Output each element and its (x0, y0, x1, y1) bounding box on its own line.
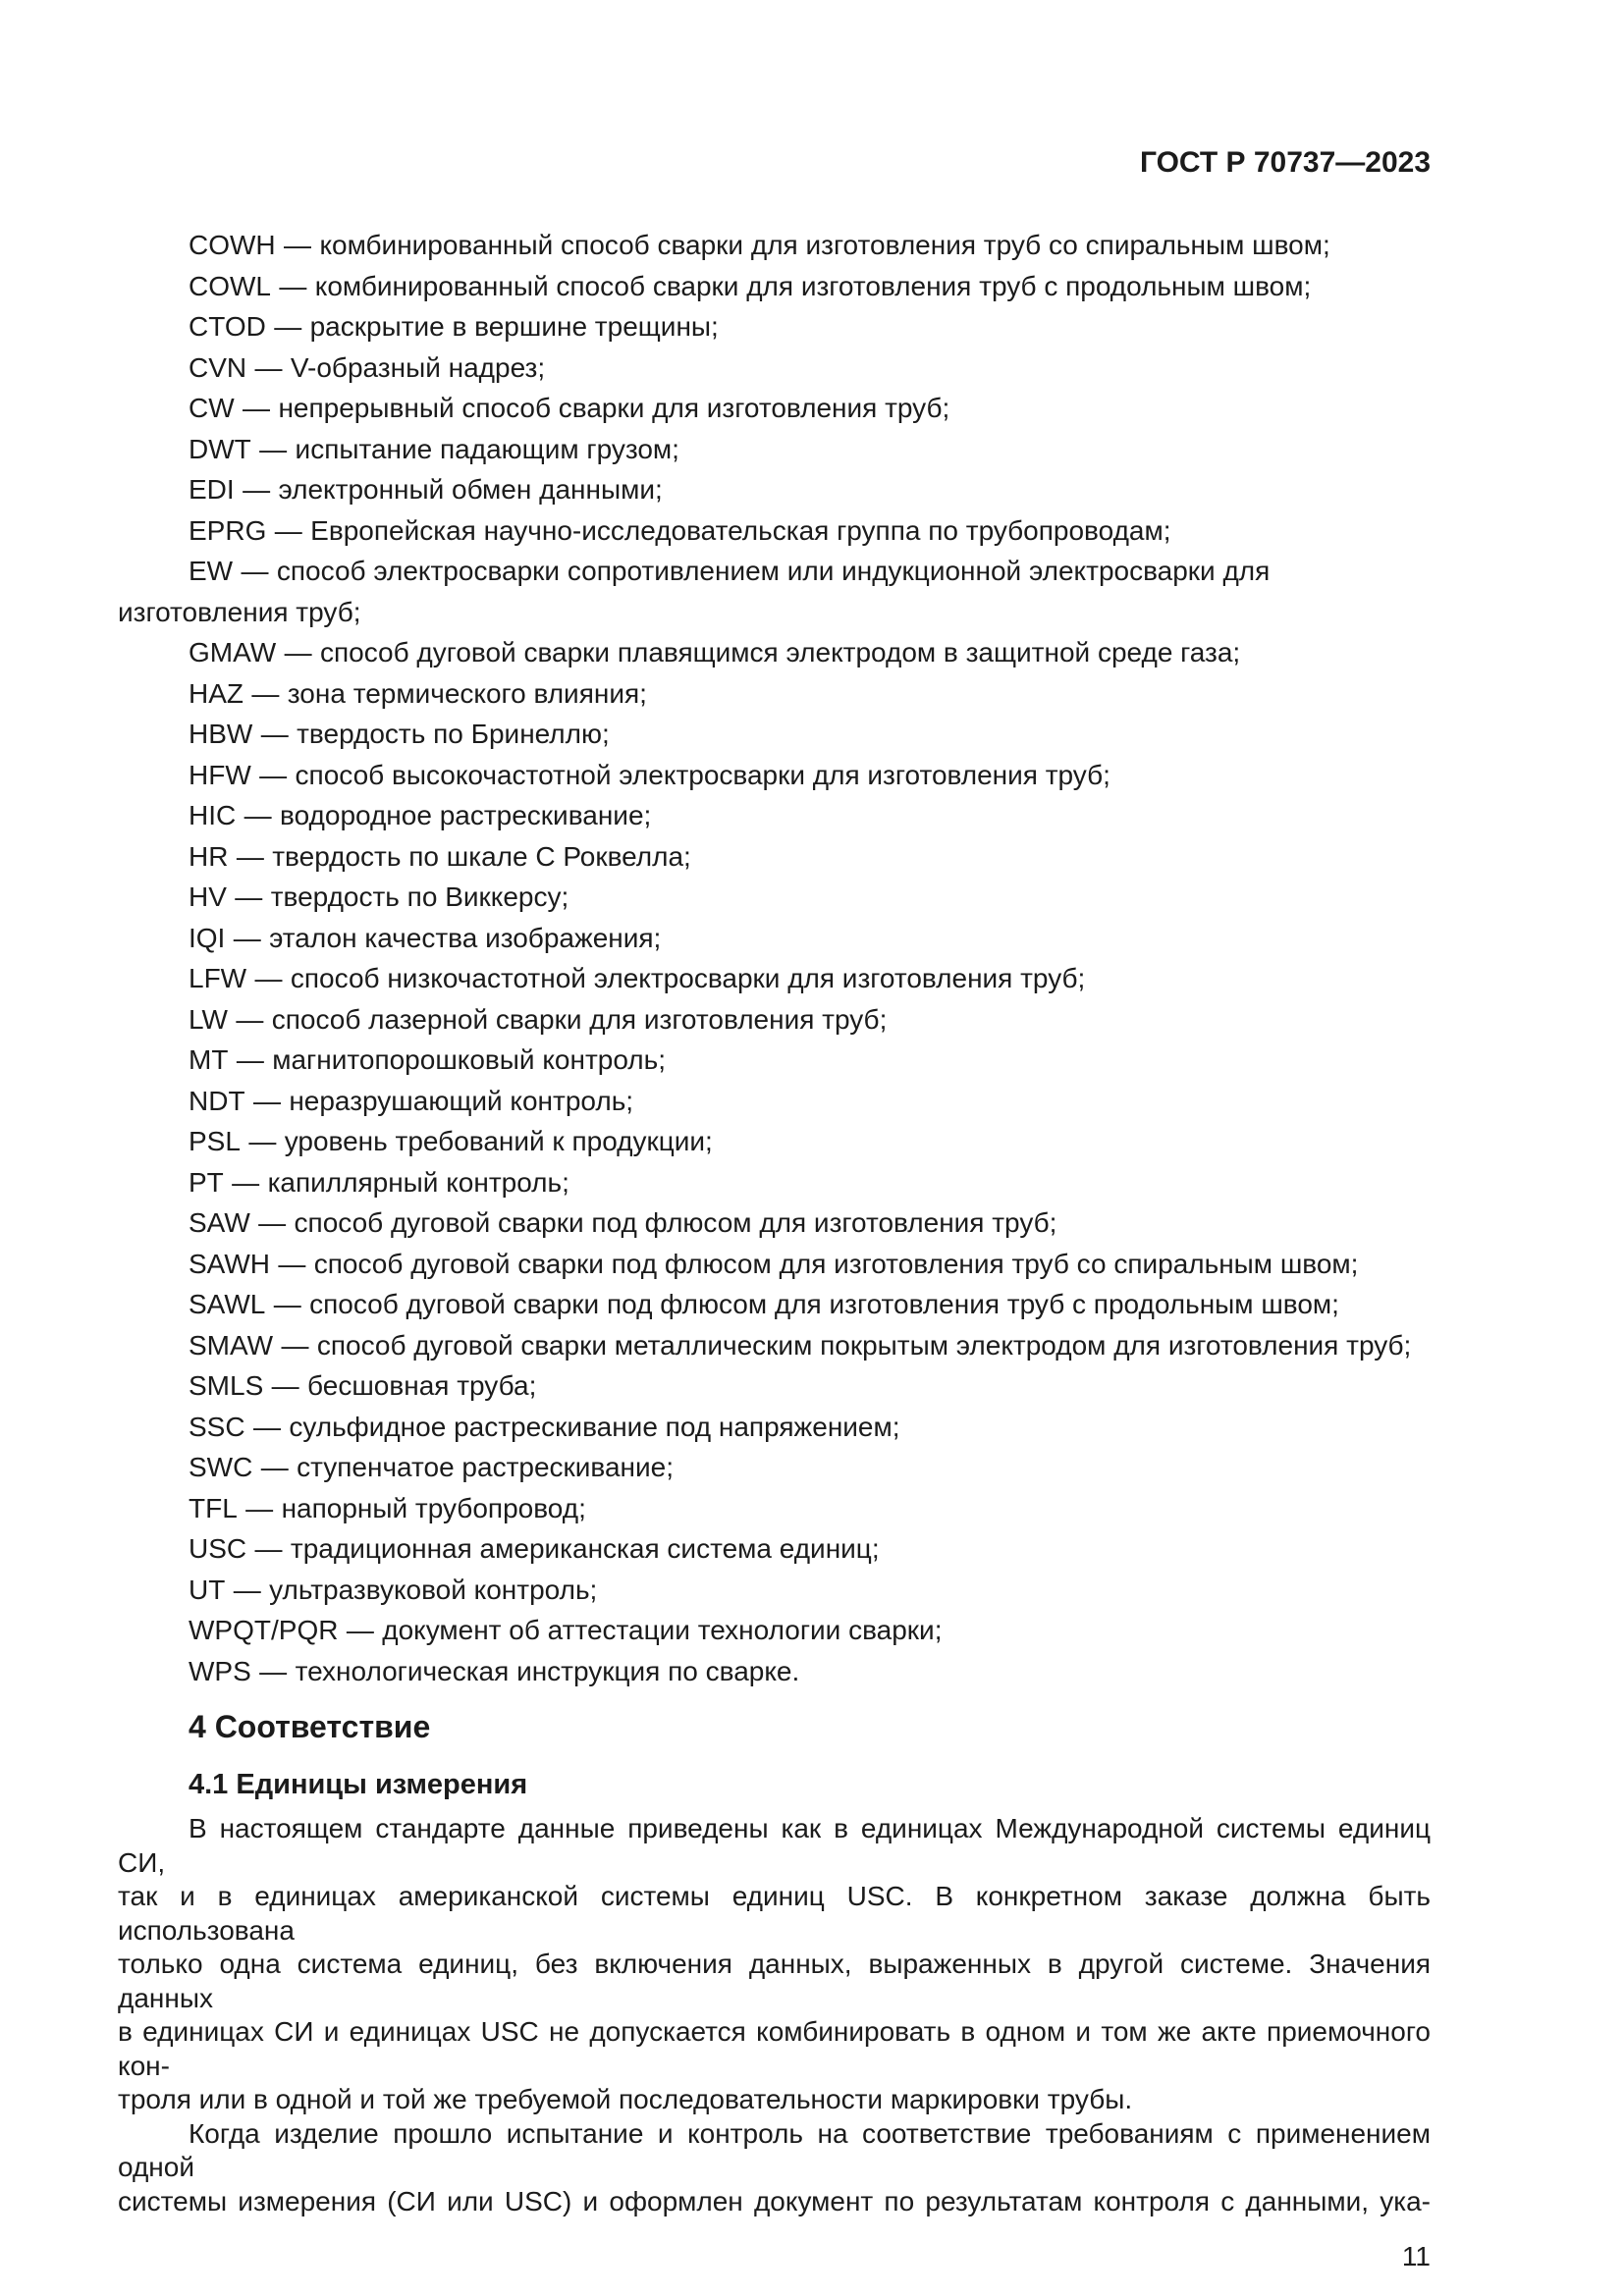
abbreviation-term: LW (189, 1003, 228, 1035)
em-dash-separator: — (248, 1126, 277, 1156)
abbreviation-term: SWC (189, 1452, 253, 1482)
abbreviation-definition: капиллярный контроль; (267, 1166, 569, 1198)
abbreviation-item (118, 225, 1431, 266)
abbreviation-term: USC (189, 1533, 247, 1564)
em-dash-separator: — (271, 1370, 299, 1401)
abbreviation-term: HV (189, 881, 227, 912)
abbreviation-item (118, 1244, 1431, 1285)
em-dash-separator: — (241, 556, 269, 586)
abbreviation-item (118, 266, 1431, 307)
abbreviation-item (118, 388, 1431, 429)
abbreviation-term: UT (189, 1574, 226, 1605)
em-dash-separator: — (252, 1411, 281, 1442)
abbreviation-definition: комбинированный способ сварки для изготовления труб со спиральным швом; (319, 230, 1330, 260)
abbreviation-term: SSC (189, 1411, 245, 1442)
em-dash-separator: — (236, 840, 264, 872)
abbreviation-definition: электронный обмен данными; (278, 474, 663, 505)
em-dash-separator: — (233, 922, 261, 953)
abbreviation-term: SMAW (189, 1329, 274, 1361)
abbreviation-term: SMLS (189, 1370, 264, 1401)
abbreviation-item (118, 1040, 1431, 1081)
abbreviation-term: HIC (189, 800, 237, 830)
abbreviation-item (118, 714, 1431, 755)
abbreviation-term: GMAW (189, 637, 277, 667)
em-dash-separator: — (273, 1289, 301, 1319)
abbreviation-definition: эталон качества изображения; (269, 922, 662, 953)
abbreviation-definition: способ электросварки сопротивлением или индукционной электросварки для изготовления труб; (118, 556, 1271, 627)
paragraph-line: троля или в одной и той же требуемой последовательности маркировки трубы. (118, 2084, 1133, 2114)
abbreviation-item (118, 510, 1431, 552)
em-dash-separator: — (259, 759, 288, 790)
abbreviation-term: EW (189, 556, 234, 586)
abbreviation-definition: твердость по Виккерсу; (270, 881, 569, 912)
abbreviation-term: WPQT/PQR (189, 1615, 339, 1645)
abbreviation-definition: неразрушающий контроль; (289, 1085, 634, 1116)
standard-code-header: ГОСТ Р 70737—2023 (1139, 146, 1431, 179)
abbreviation-item (118, 1325, 1431, 1366)
abbreviation-definition: ступенчатое растрескивание; (297, 1452, 675, 1482)
abbreviation-definition: способ низкочастотной электросварки для изготовления труб; (290, 963, 1086, 993)
paragraph-line: только одна система единиц, без включения данных, выраженных в другой системе. Значения данных (118, 1949, 1431, 2013)
abbreviation-term: HBW (189, 719, 253, 749)
abbreviation-definition: сульфидное растрескивание под напряжением; (289, 1411, 900, 1442)
em-dash-separator: — (236, 1044, 264, 1075)
em-dash-separator: — (278, 1248, 306, 1279)
paragraph-line: системы измерения (СИ или USC) и оформлен документ по результатам контроля с данными, ука- (118, 2185, 1431, 2216)
abbreviation-term: WPS (189, 1655, 251, 1686)
em-dash-separator: — (274, 514, 302, 546)
abbreviation-definition: раскрытие в вершине трещины; (309, 311, 719, 342)
abbreviation-definition: ультразвуковой контроль; (269, 1574, 598, 1605)
abbreviation-item (118, 1651, 1431, 1692)
abbreviation-term: SAWH (189, 1248, 270, 1279)
em-dash-separator: — (260, 719, 289, 749)
abbreviation-item (118, 429, 1431, 470)
abbreviation-term: NDT (189, 1085, 245, 1116)
abbreviation-item (118, 999, 1431, 1041)
abbreviation-term: TFL (189, 1492, 238, 1523)
abbreviation-definition: твердость по шкале С Роквелла; (272, 840, 691, 872)
abbreviation-item (118, 1162, 1431, 1203)
abbreviation-item (118, 1407, 1431, 1448)
em-dash-separator: — (281, 1329, 309, 1361)
abbreviation-term: PT (189, 1166, 224, 1198)
abbreviation-term: LFW (189, 963, 247, 993)
abbreviation-item (118, 1284, 1431, 1325)
abbreviation-term: HFW (189, 759, 251, 790)
abbreviation-term: SAW (189, 1207, 250, 1238)
abbreviation-definition: документ об аттестации технологии сварки; (382, 1615, 943, 1645)
abbreviation-definition: Европейская научно-исследовательская группа по трубопроводам; (310, 514, 1171, 546)
em-dash-separator: — (243, 393, 271, 423)
section-4-1-heading: 4.1 Единицы измерения (189, 1769, 528, 1800)
abbreviation-item (118, 632, 1431, 673)
abbreviation-definition: способ дуговой сварки под флюсом для изготовления труб с продольным швом; (309, 1289, 1339, 1319)
abbreviation-term: DWT (189, 433, 251, 464)
em-dash-separator: — (245, 1492, 274, 1523)
abbreviations-list (118, 225, 1431, 1691)
em-dash-separator: — (284, 230, 312, 260)
paragraph-units-of-measure-1 (118, 1812, 1431, 2117)
em-dash-separator: — (259, 433, 288, 464)
abbreviation-item (118, 1121, 1431, 1162)
abbreviation-definition: способ дуговой сварки плавящимся электродом в защитной среде газа; (319, 637, 1241, 667)
em-dash-separator: — (251, 677, 280, 709)
em-dash-separator: — (274, 311, 302, 342)
abbreviation-definition: способ высокочастотной электросварки для изготовления труб; (295, 759, 1110, 790)
abbreviation-definition: бесшовная труба; (307, 1370, 537, 1401)
em-dash-separator: — (279, 270, 307, 301)
em-dash-separator: — (254, 1533, 283, 1564)
abbreviation-item (118, 673, 1431, 715)
abbreviation-term: IQI (189, 922, 226, 953)
em-dash-separator: — (243, 474, 271, 505)
abbreviation-item (118, 1570, 1431, 1611)
abbreviation-item (118, 1528, 1431, 1570)
page-content (118, 0, 1431, 2274)
abbreviation-item (118, 1610, 1431, 1651)
paragraph-units-of-measure-2 (118, 2117, 1431, 2219)
abbreviation-term: EPRG (189, 514, 267, 546)
abbreviation-item (118, 877, 1431, 918)
abbreviation-definition: испытание падающим грузом; (295, 433, 679, 464)
em-dash-separator: — (252, 1085, 281, 1116)
abbreviation-term: SAWL (189, 1289, 266, 1319)
em-dash-separator: — (260, 1452, 289, 1482)
abbreviation-definition: водородное растрескивание; (280, 800, 652, 830)
abbreviation-term: CVN (189, 351, 247, 383)
abbreviation-item (118, 469, 1431, 510)
abbreviation-definition: технологическая инструкция по сварке. (295, 1655, 800, 1686)
em-dash-separator: — (258, 1207, 287, 1238)
paragraph-line: так и в единицах американской системы единиц USC. В конкретном заказе должна быть использована (118, 1881, 1431, 1946)
abbreviation-term: MT (189, 1044, 229, 1075)
abbreviation-term: HAZ (189, 677, 244, 709)
em-dash-separator: — (284, 637, 312, 667)
abbreviation-definition: уровень требований к продукции; (284, 1126, 713, 1156)
abbreviation-item (118, 958, 1431, 999)
abbreviation-definition: V-образный надрез; (290, 351, 546, 383)
abbreviation-term: EDI (189, 474, 235, 505)
abbreviation-item (118, 1365, 1431, 1407)
em-dash-separator: — (346, 1615, 374, 1645)
em-dash-separator: — (236, 1003, 264, 1035)
paragraph-line: в единицах СИ и единицах USC не допускается комбинировать в одном и том же акте приемочного кон- (118, 2016, 1431, 2081)
em-dash-separator: — (254, 963, 283, 993)
abbreviation-definition: напорный трубопровод; (281, 1492, 586, 1523)
abbreviation-definition: способ лазерной сварки для изготовления труб; (271, 1003, 888, 1035)
abbreviation-term: COWH (189, 230, 276, 260)
abbreviation-item (118, 836, 1431, 878)
abbreviation-term: PSL (189, 1126, 241, 1156)
abbreviation-definition: способ дуговой сварки металлическим покрытым электродом для изготовления труб; (316, 1329, 1412, 1361)
abbreviation-definition: комбинированный способ сварки для изготовления труб с продольным швом; (314, 270, 1312, 301)
abbreviation-definition: магнитопорошковый контроль; (272, 1044, 666, 1075)
abbreviation-item (118, 755, 1431, 796)
abbreviation-definition: способ дуговой сварки под флюсом для изготовления труб; (294, 1207, 1057, 1238)
paragraph-line: В настоящем стандарте данные приведены как в единицах Международной системы единиц СИ, (118, 1813, 1431, 1878)
em-dash-separator: — (244, 800, 272, 830)
abbreviation-definition: способ дуговой сварки под флюсом для изготовления труб со спиральным швом; (313, 1248, 1359, 1279)
abbreviation-item (118, 1202, 1431, 1244)
abbreviation-term: CTOD (189, 311, 266, 342)
abbreviation-item (118, 918, 1431, 959)
abbreviation-definition: зона термического влияния; (287, 677, 647, 709)
abbreviation-term: CW (189, 393, 235, 423)
paragraph-line: Когда изделие прошло испытание и контроль на соответствие требованиям с применением одной (118, 2117, 1431, 2182)
page-number: 11 (1401, 2241, 1431, 2271)
abbreviation-item (118, 1447, 1431, 1488)
abbreviation-item (118, 795, 1431, 836)
em-dash-separator: — (232, 1166, 260, 1198)
em-dash-separator: — (259, 1655, 288, 1686)
abbreviation-item (118, 551, 1431, 632)
em-dash-separator: — (233, 1574, 261, 1605)
abbreviation-definition: непрерывный способ сварки для изготовления труб; (278, 393, 950, 423)
abbreviation-definition: традиционная американская система единиц; (290, 1533, 880, 1564)
abbreviation-term: HR (189, 840, 229, 872)
abbreviation-item (118, 1488, 1431, 1529)
em-dash-separator: — (254, 351, 283, 383)
em-dash-separator: — (235, 881, 263, 912)
abbreviation-definition: твердость по Бринеллю; (297, 719, 610, 749)
abbreviation-term: COWL (189, 270, 271, 301)
abbreviation-item (118, 347, 1431, 389)
section-4-heading: 4 Соответствие (189, 1709, 431, 1744)
abbreviation-item (118, 1081, 1431, 1122)
abbreviation-item (118, 306, 1431, 347)
